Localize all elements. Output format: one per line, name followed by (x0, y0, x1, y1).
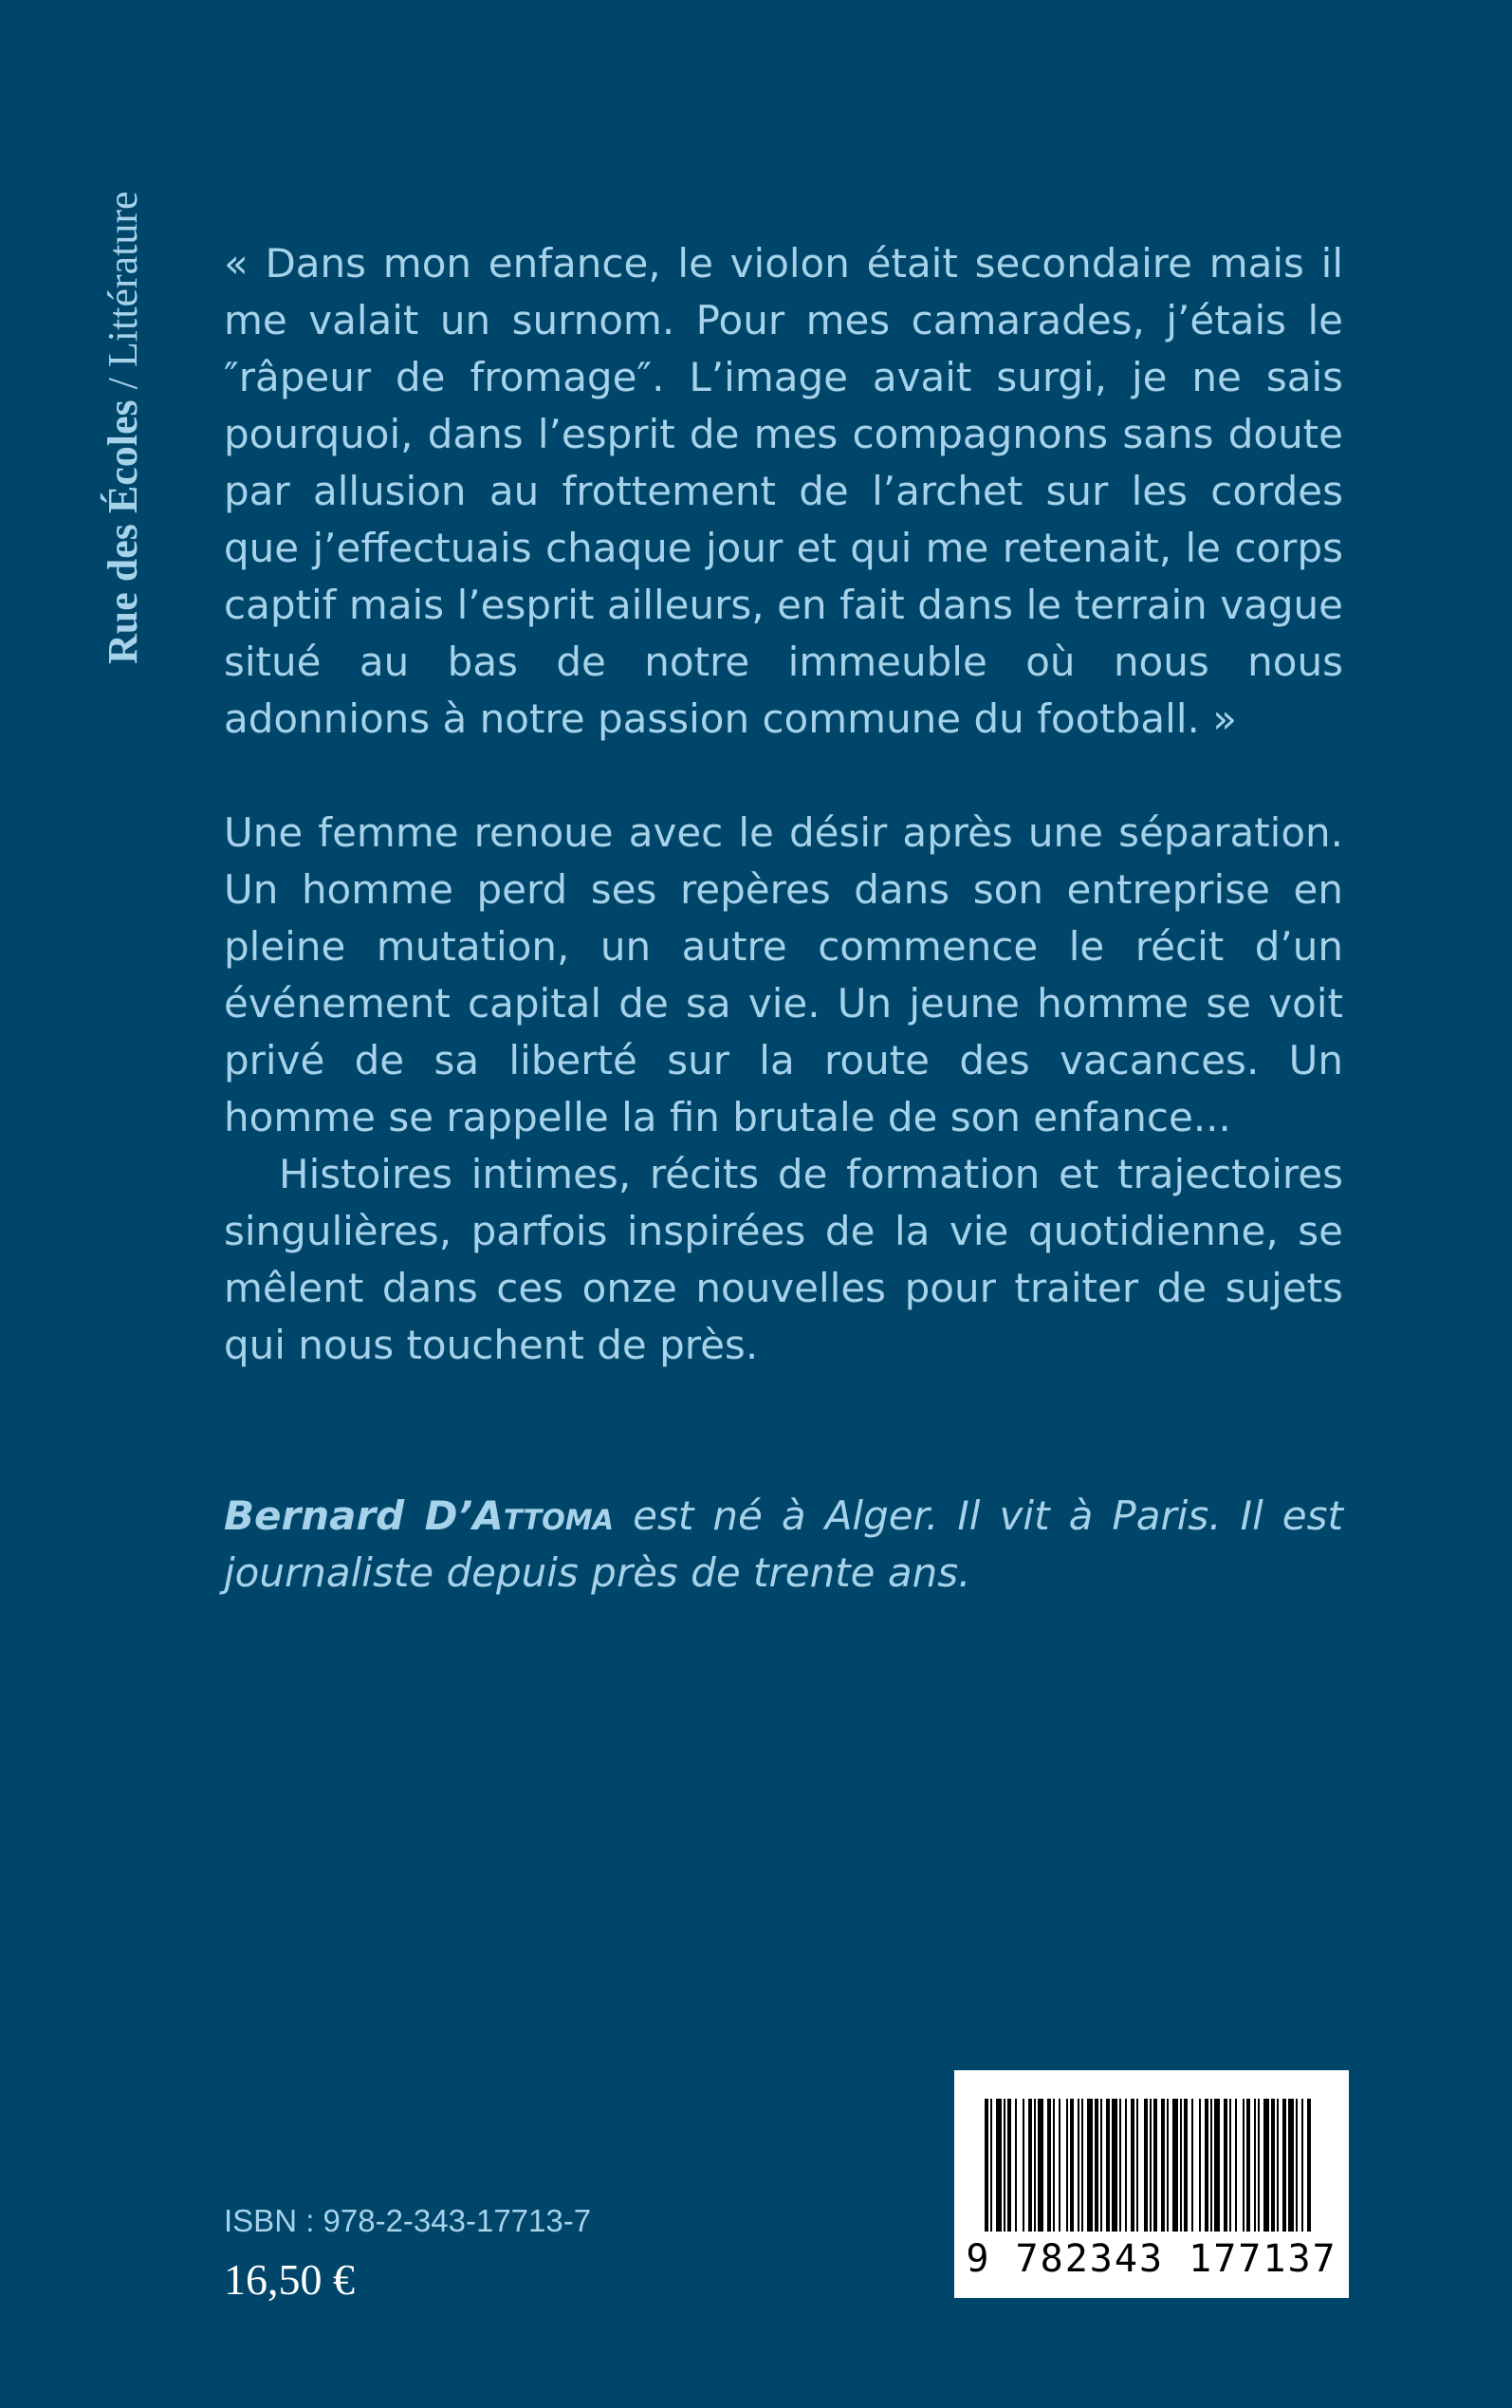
isbn: ISBN : 978-2-343-17713-7 (224, 2203, 592, 2238)
author-bio-text: est né à Alger. Il vit à Paris. Il est journaliste depuis près de trente ans. (224, 1492, 1343, 1596)
series-name: Rue des Écoles (100, 399, 146, 664)
barcode-bar (1199, 2099, 1201, 2232)
barcode-bar (1254, 2099, 1256, 2232)
barcode-bar (996, 2099, 1002, 2232)
barcode-bar (1263, 2099, 1269, 2232)
barcode-bar (1131, 2099, 1134, 2232)
back-cover-text (224, 235, 1343, 1602)
barcode-bar (1243, 2099, 1245, 2232)
price: 16,50 € (224, 2255, 355, 2304)
barcode-bar (1153, 2099, 1157, 2232)
barcode-bar (1078, 2099, 1079, 2232)
summary-paragraph: Une femme renoue avec le désir après une séparation. Un homme perd ses repères dans son entreprise en pleine mutation, un autre commence le récit d’un événement capital de sa vie. Un jeune homme se voit privé de sa liberté sur la route des vacances. Un homme se rappelle la fin brutale de son enfance... (224, 809, 1343, 1140)
barcode-bar (1053, 2099, 1055, 2232)
barcode-bar (1015, 2099, 1017, 2232)
summary-paragraph-2: Histoires intimes, récits de formation et trajectoires singulières, parfois inspirées de la vie quotidienne, se mêlent dans ces onze nouvelles pour traiter de sujets qui nous touchent de près. (224, 1151, 1343, 1368)
author-name: Bernard D’Attoma (224, 1492, 615, 1539)
barcode-bar (1301, 2099, 1303, 2232)
barcode-bar (1191, 2099, 1193, 2232)
barcode-bar (1258, 2099, 1260, 2232)
barcode-bar (1004, 2099, 1005, 2232)
barcode-bar (1144, 2099, 1148, 2232)
barcode-bar (1100, 2099, 1102, 2232)
barcode-digits: 9 782343 177137 (966, 2237, 1337, 2281)
barcode-bar (1180, 2099, 1182, 2232)
barcode-bar (1282, 2099, 1286, 2232)
barcode-bar (1087, 2099, 1093, 2232)
barcode-bar (1271, 2099, 1275, 2232)
barcode-bar (1106, 2099, 1110, 2232)
barcode-bar (1112, 2099, 1117, 2232)
barcode-bar (1246, 2099, 1250, 2232)
barcode-bar (1224, 2099, 1227, 2232)
barcode-bar (1210, 2099, 1212, 2232)
barcode-bar (1095, 2099, 1098, 2232)
barcode-bar (1034, 2099, 1036, 2232)
barcode-bar (1066, 2099, 1068, 2232)
series-separator: / (100, 367, 146, 400)
barcode-bar (1184, 2099, 1188, 2232)
barcode-bar (1007, 2099, 1011, 2232)
barcode-bar (1047, 2099, 1051, 2232)
barcode-bar (1229, 2099, 1231, 2232)
barcode-bar (1070, 2099, 1074, 2232)
barcode-bar (1205, 2099, 1208, 2232)
barcode-bar (1277, 2099, 1279, 2232)
barcode-bar (1288, 2099, 1294, 2232)
barcode-bars (981, 2099, 1322, 2241)
barcode-bar (1125, 2099, 1127, 2232)
barcode-bar (1119, 2099, 1121, 2232)
barcode (954, 2070, 1349, 2298)
barcode-bar (1038, 2099, 1043, 2232)
barcode-bar (1136, 2099, 1138, 2232)
barcode-bar (985, 2099, 988, 2232)
barcode-bar (1172, 2099, 1178, 2232)
barcode-bar (1028, 2099, 1032, 2232)
barcode-bar (1059, 2099, 1060, 2232)
barcode-bar (1161, 2099, 1165, 2232)
barcode-bar (1214, 2099, 1220, 2232)
barcode-bar (1150, 2099, 1152, 2232)
barcode-bar (1023, 2099, 1024, 2232)
author-bio (224, 1488, 1343, 1602)
spine-label (99, 191, 147, 664)
barcode-bar (990, 2099, 992, 2232)
barcode-bar (1081, 2099, 1083, 2232)
barcode-bar (1307, 2099, 1311, 2232)
barcode-bar (1235, 2099, 1237, 2232)
barcode-bar (1167, 2099, 1169, 2232)
barcode-bar (1296, 2099, 1298, 2232)
excerpt-quote: « Dans mon enfance, le violon était secondaire mais il me valait un surnom. Pour mes camarades, j’étais le ″râpeur de fromage″. L’image avait surgi, je ne sais pourquoi, dans l’esprit de mes compagnons sans doute par allusion au frottement de l’archet sur les cordes que j’effectuais chaque jour et qui me retenait, le corps captif mais l’esprit ailleurs, en fait dans le terrain vague situé au bas de notre immeuble où nous nous adonnions à notre passion commune du football. » (224, 240, 1343, 742)
collection-name: Littérature (100, 191, 146, 368)
